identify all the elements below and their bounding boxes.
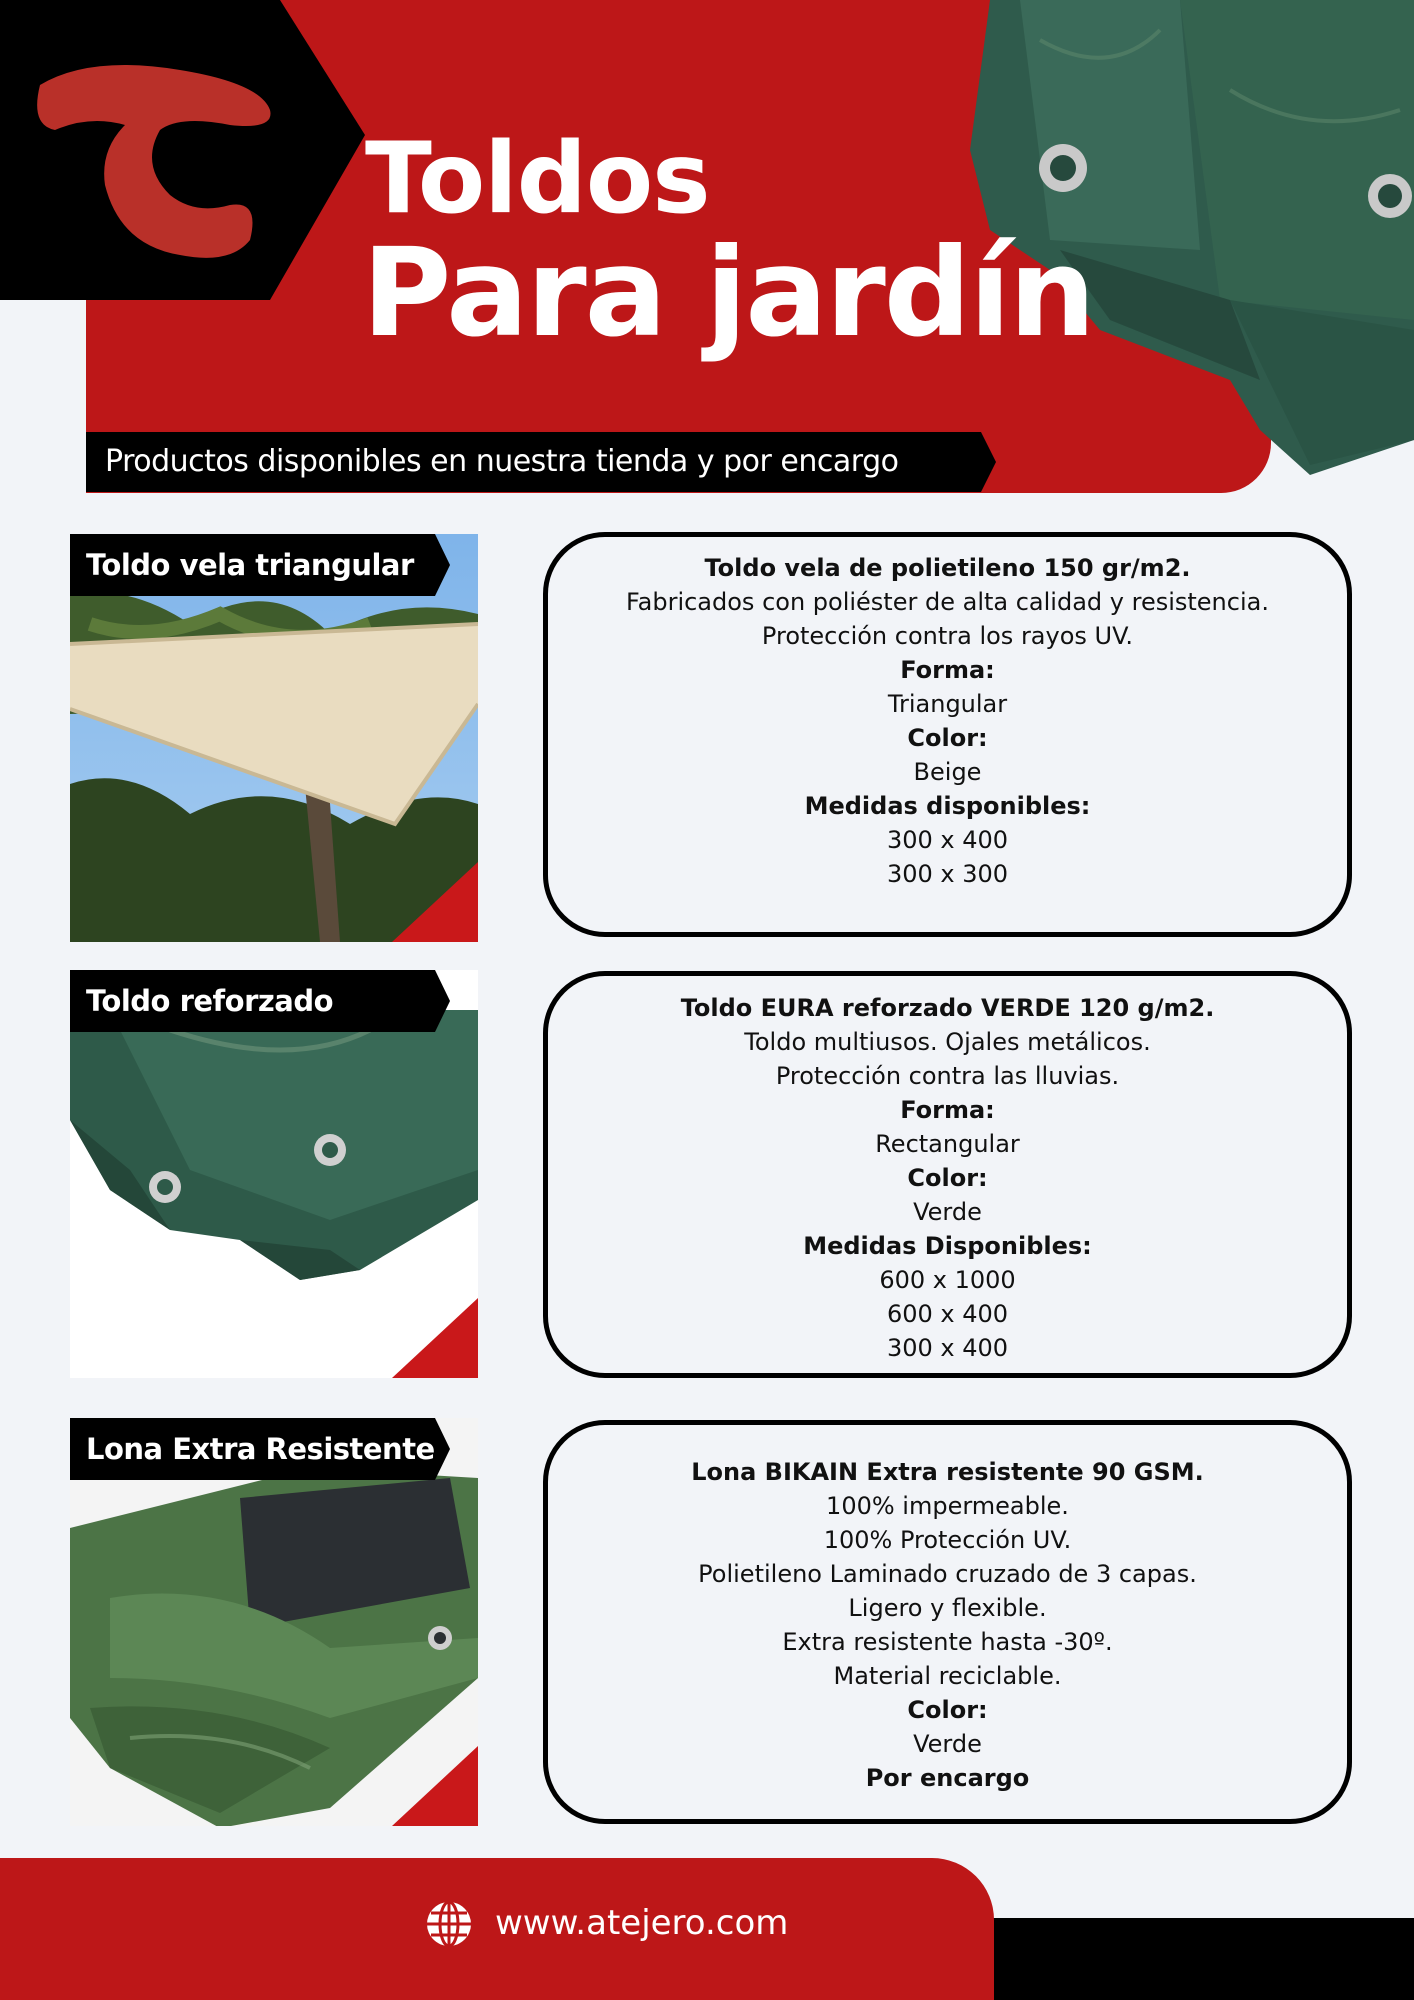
desc-line: 100% impermeable.: [826, 1492, 1069, 1520]
desc-line: Forma:: [900, 1096, 995, 1124]
globe-icon: [425, 1900, 473, 1948]
desc-line: 300 x 300: [886, 860, 1009, 888]
desc-line: 300 x 400: [886, 826, 1009, 854]
desc-line: Verde: [913, 1198, 982, 1226]
desc-line: Fabricados con poliéster de alta calidad y resistencia.: [626, 588, 1269, 616]
desc-line: Triangular: [887, 690, 1008, 718]
desc-line: Toldo multiusos. Ojales metálicos.: [744, 1028, 1151, 1056]
product-description-box: [543, 1420, 1352, 1824]
desc-line: Extra resistente hasta -30º.: [782, 1628, 1113, 1656]
tejero-logo-icon: [30, 55, 280, 265]
desc-line: 600 x 400: [886, 1300, 1009, 1328]
product-tag-label: Toldo vela triangular: [86, 548, 414, 582]
desc-line: Material reciclable.: [833, 1662, 1062, 1690]
product-tag-label: Toldo reforzado: [86, 984, 334, 1018]
desc-line: Verde: [913, 1730, 982, 1758]
desc-line: Forma:: [900, 656, 995, 684]
desc-line: 300 x 400: [886, 1334, 1009, 1362]
product-description-box: [543, 532, 1352, 937]
desc-line: Toldo EURA reforzado VERDE 120 g/m2.: [680, 994, 1215, 1022]
desc-line: Rectangular: [875, 1130, 1020, 1158]
page-title-line1: Toldos: [365, 122, 710, 236]
product-description-box: [543, 971, 1352, 1378]
desc-line: Lona BIKAIN Extra resistente 90 GSM.: [691, 1458, 1204, 1486]
desc-line: Color:: [907, 1696, 988, 1724]
desc-line: 100% Protección UV.: [823, 1526, 1072, 1554]
desc-line: Protección contra las lluvias.: [775, 1062, 1120, 1090]
website-link[interactable]: www.atejero.com: [495, 1903, 789, 1943]
footer-black-strip: [980, 1918, 1414, 2000]
desc-line: Color:: [907, 1164, 988, 1192]
desc-line: Beige: [913, 758, 982, 786]
page-title-line2: Para jardín: [362, 222, 1094, 364]
product-tag-label: Lona Extra Resistente: [86, 1432, 435, 1466]
desc-line: Polietileno Laminado cruzado de 3 capas.: [698, 1560, 1197, 1588]
desc-line: Toldo vela de polietileno 150 gr/m2.: [704, 554, 1191, 582]
desc-line: Color:: [907, 724, 988, 752]
subtitle-text: Productos disponibles en nuestra tienda y por encargo: [105, 444, 899, 479]
desc-line: Medidas Disponibles:: [803, 1232, 1092, 1260]
desc-line: Por encargo: [865, 1764, 1030, 1792]
desc-line: Protección contra los rayos UV.: [761, 622, 1134, 650]
desc-line: Ligero y flexible.: [848, 1594, 1047, 1622]
desc-line: Medidas disponibles:: [804, 792, 1091, 820]
desc-line: 600 x 1000: [879, 1266, 1016, 1294]
